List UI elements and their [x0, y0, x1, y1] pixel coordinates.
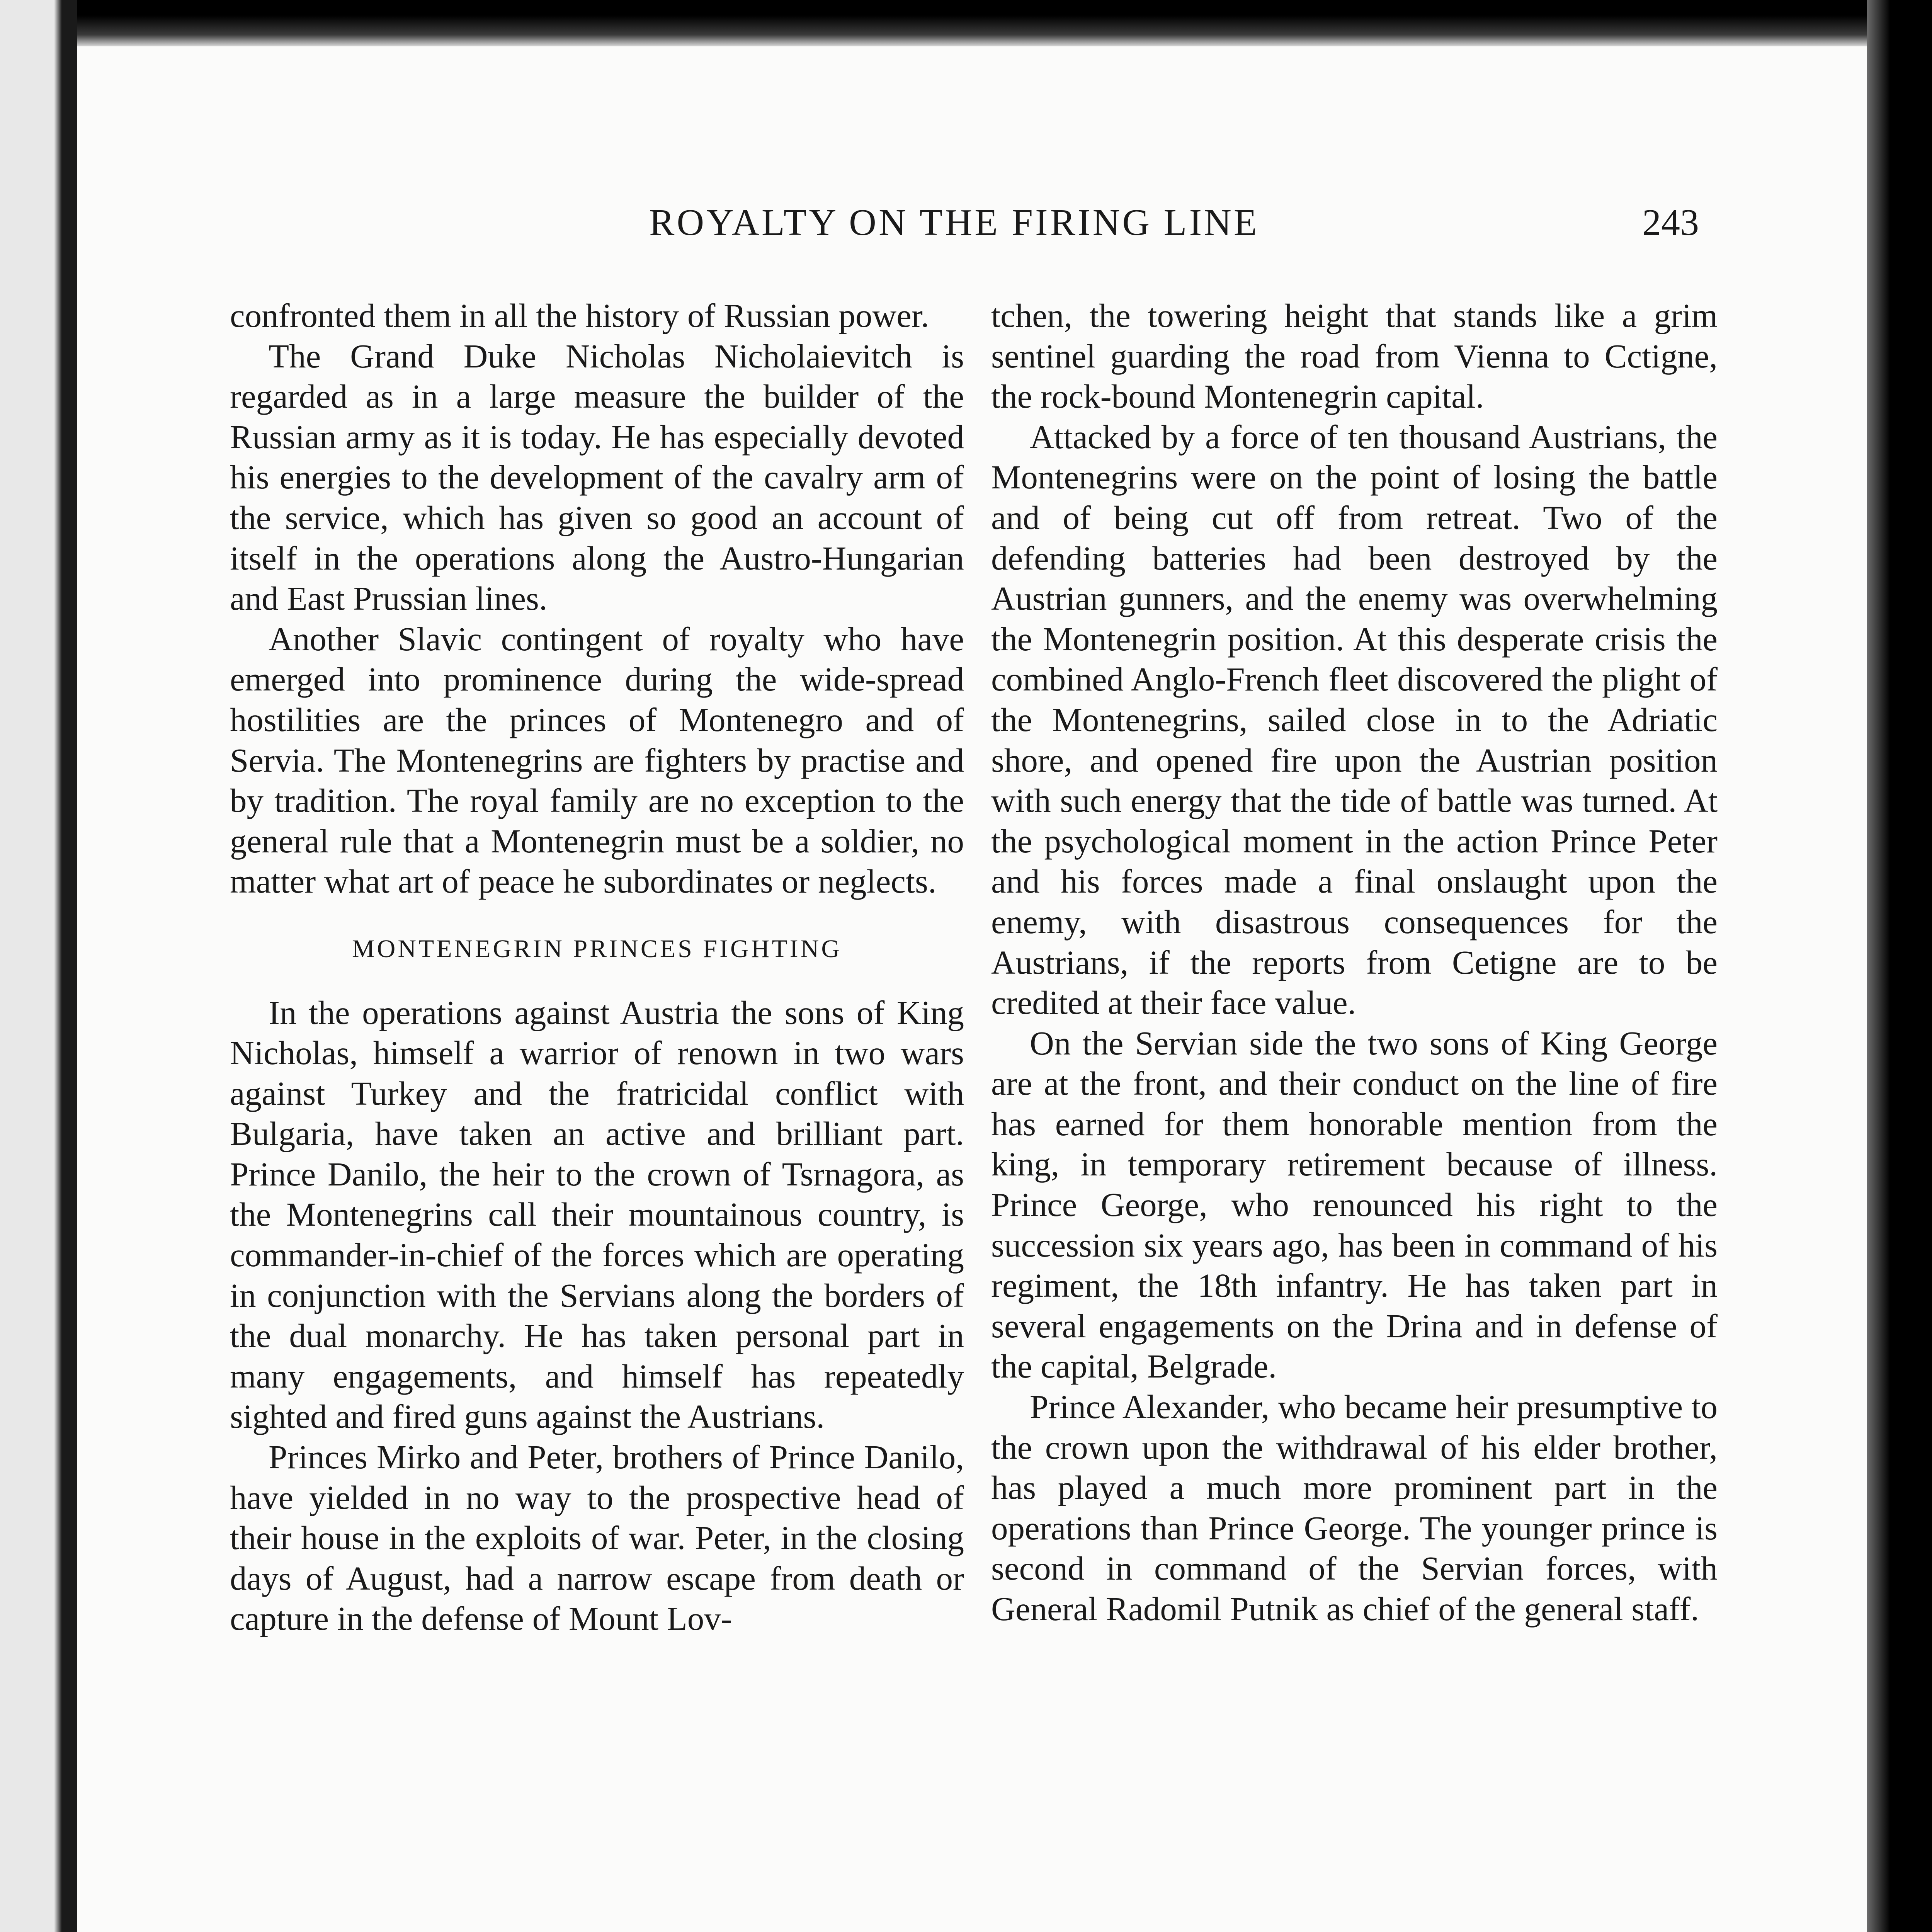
paragraph: Princes Mirko and Peter, brothers of Prince Danilo, have yielded in no way to the prospective head of their house in the exploits of war. Peter, in the closing days of August, had a narrow escape from death or capture in the defense of Mount Lov- [230, 1438, 964, 1638]
paragraph: confronted them in all the history of Russian power. [230, 297, 929, 334]
right-column [991, 296, 1718, 1629]
page-number: 243 [1642, 202, 1699, 243]
paragraph: The Grand Duke Nicholas Nicholaievitch is regarded as in a large measure the builder of the Russian army as it is today. He has especially devoted his energies to the development of the cavalry arm of the service, which has given so good an account of itself in the operations along the Austro-Hungarian and East Prussian lines. [230, 337, 964, 617]
paragraph: Attacked by a force of ten thousand Austrians, the Montenegrins were on the point of losing the battle and of being cut off from retreat. Two of the defending batteries had been destroyed by the Austrian gunners, and the enemy was overwhelming the Montenegrin position. At this desperate crisis the combined Anglo-French fleet discovered the plight of the Montenegrins, sailed close in to the Adriatic shore, and opened fire upon the Austrian position with such energy that the tide of battle was turned. At the psychological moment in the action Prince Peter and his forces made a final onslaught upon the enemy, with disastrous consequences for the Austrians, if the reports from Cetigne are to be credited at their face value. [991, 418, 1718, 1022]
paragraph: tchen, the towering height that stands like a grim sentinel guarding the road from Vienna to Cctigne, the rock-bound Montenegrin capital. [991, 297, 1718, 415]
section-subheading: MONTENEGRIN PRINCES FIGHTING [352, 934, 842, 963]
paragraph: Another Slavic contingent of royalty who have emerged into prominence during the wide-spread hostilities are the princes of Montenegro and of Servia. The Montenegrins are fighters by practise and by tradition. The royal family are no exception to the general rule that a Montenegrin must be a soldier, no matter what art of peace he subordinates or neglects. [230, 620, 964, 900]
paragraph: Prince Alexander, who became heir presumptive to the crown upon the withdrawal of his elder brother, has played a much more prominent part in the operations than Prince George. The younger prince is second in command of the Servian forces, with General Radomil Putnik as chief of the general staff. [991, 1388, 1718, 1628]
running-head-title: ROYALTY ON THE FIRING LINE [649, 202, 1259, 243]
book-page [77, 46, 1867, 1932]
scan-edge-left [0, 0, 77, 1932]
scan-edge-top [0, 0, 1932, 46]
scan-edge-right [1867, 0, 1932, 1932]
paragraph: On the Servian side the two sons of King George are at the front, and their conduct on the line of fire has earned for them honorable mention from the king, in temporary retirement because of illness. Prince George, who renounced his right to the succession six years ago, has been in command of his regiment, the 18th infantry. He has taken part in several engagements on the Drina and in defense of the capital, Belgrade. [991, 1024, 1718, 1385]
left-column [230, 296, 964, 1639]
paragraph: In the operations against Austria the sons of King Nicholas, himself a warrior of renown in two wars against Turkey and the fratricidal conflict with Bulgaria, have taken an active and brilliant part. Prince Danilo, the heir to the crown of Tsrnagora, as the Montenegrins call their mountainous country, is commander-in-chief of the forces which are operating in conjunction with the Servians along the borders of the dual monarchy. He has taken personal part in many engagements, and himself has repeatedly sighted and fired guns against the Austrians. [230, 993, 964, 1435]
